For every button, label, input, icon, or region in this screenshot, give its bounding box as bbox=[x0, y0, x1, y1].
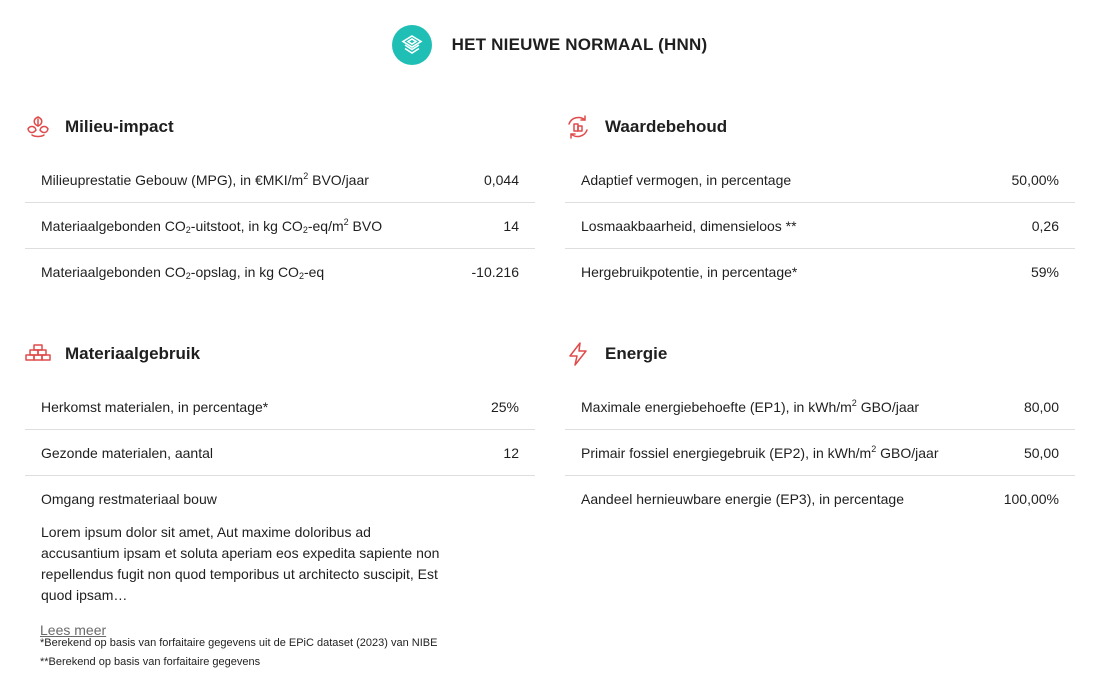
page-header bbox=[0, 25, 1099, 65]
table-row bbox=[565, 476, 1075, 522]
section-title: Materiaalgebruik bbox=[65, 344, 201, 363]
bricks-icon bbox=[25, 341, 51, 367]
section-title: Energie bbox=[605, 344, 668, 363]
table-row bbox=[25, 476, 535, 522]
section-waardebehoud bbox=[565, 107, 1075, 295]
row-value: 80,00 bbox=[1023, 398, 1059, 415]
table-row bbox=[25, 384, 535, 430]
row-label: Losmaakbaarheid, dimensieloos ** bbox=[581, 217, 797, 234]
section-materiaalgebruik bbox=[25, 334, 535, 640]
row-label: Hergebruikpotentie, in percentage* bbox=[581, 264, 798, 280]
footnotes bbox=[40, 634, 437, 672]
table-row bbox=[565, 203, 1075, 249]
table-row bbox=[565, 157, 1075, 203]
table-row bbox=[565, 430, 1075, 476]
row-value: 12 bbox=[503, 444, 519, 461]
row-value: 50,00% bbox=[1011, 171, 1059, 188]
section-milieu-impact bbox=[25, 107, 535, 295]
row-value: 59% bbox=[1030, 264, 1059, 280]
page-title: HET NIEUWE NORMAAL (HNN) bbox=[451, 35, 708, 54]
leaf-recycle-icon bbox=[25, 114, 51, 140]
row-label: Aandeel hernieuwbare energie (EP3), in percentage bbox=[581, 491, 904, 507]
restmateriaal-description: Lorem ipsum dolor sit amet, Aut maxime doloribus ad accusantium ipsam et soluta aperiam eos expedita sapiente non repellendus fugit non quod temporibus ut architecto suscipit, Est quod ipsam… bbox=[41, 524, 440, 603]
row-value: -10.216 bbox=[471, 264, 519, 280]
table-row bbox=[25, 203, 535, 249]
footnote-epic: *Berekend op basis van forfaitaire gegevens uit de EPiC dataset (2023) van NIBE bbox=[40, 637, 438, 649]
row-value: 0,044 bbox=[483, 171, 519, 188]
row-label: Materiaalgebonden $CO_2$-opslag, in kg $CO_2-eq$ bbox=[41, 263, 325, 281]
row-label: Gezonde materialen, aantal bbox=[41, 444, 213, 461]
table-row bbox=[25, 249, 535, 295]
row-label: Materiaalgebonden $CO_2$-uitstoot, in kg $CO_2-eq/m^2$ BVO bbox=[41, 216, 383, 235]
building-cycle-icon bbox=[565, 114, 591, 140]
row-value: 0,26 bbox=[1031, 217, 1059, 234]
row-label: Primair fossiel energiegebruik (EP2), in kWh/$m^2$ GBO/jaar bbox=[581, 444, 939, 461]
section-title: Waardebehoud bbox=[605, 117, 728, 136]
table-row bbox=[25, 430, 535, 476]
row-label: Maximale energiebehoefte (EP1), in kWh/$m^2$ GBO/jaar bbox=[581, 398, 920, 415]
row-label: Adaptief vermogen, in percentage bbox=[581, 171, 792, 188]
table-row bbox=[565, 249, 1075, 295]
section-title: Milieu-impact bbox=[65, 117, 174, 136]
hnn-logo-icon bbox=[392, 25, 432, 65]
row-value: 14 bbox=[503, 217, 519, 234]
row-value: 25% bbox=[490, 398, 519, 415]
row-value: 100,00% bbox=[1003, 491, 1059, 507]
row-value: 50,00 bbox=[1023, 444, 1059, 461]
table-row bbox=[25, 157, 535, 203]
read-more-link[interactable]: Lees meer bbox=[40, 622, 107, 638]
row-label: Herkomst materialen, in percentage* bbox=[41, 398, 269, 415]
lightning-icon bbox=[565, 341, 591, 367]
row-label: Milieuprestatie Gebouw (MPG), in $€MKI/m^2$ BVO/jaar bbox=[41, 171, 369, 188]
footnote-forfaitair: **Berekend op basis van forfaitaire gegevens bbox=[40, 656, 261, 668]
section-energie bbox=[565, 334, 1075, 522]
table-row bbox=[565, 384, 1075, 430]
row-label: Omgang restmateriaal bouw bbox=[41, 491, 217, 507]
